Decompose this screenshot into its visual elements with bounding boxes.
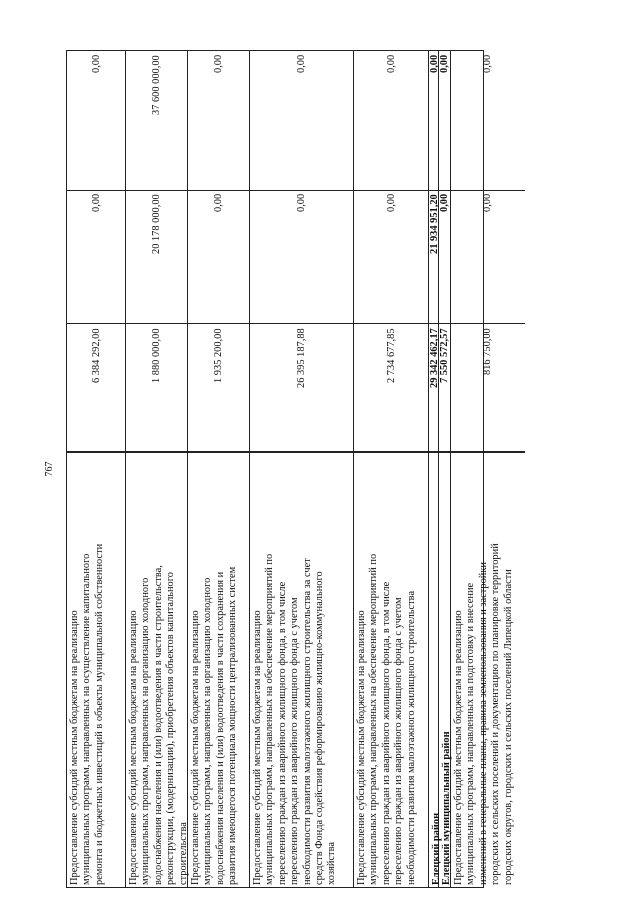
row-description — [190, 567, 240, 885]
row-description — [128, 565, 190, 885]
value-cell-v3 — [429, 51, 438, 191]
value-cell-v3 — [188, 51, 249, 191]
value-v2: 0,00 — [213, 194, 224, 213]
description-line: средств Фонда содействия реформированию жилищно-коммунального — [314, 571, 326, 885]
value-v2: 20 178 000,00 — [151, 194, 162, 254]
page-number: 767 — [44, 461, 55, 477]
description-line: Предоставление субсидий местным бюджетам на реализацию — [252, 610, 263, 885]
value-v1: 816 750,00 — [482, 328, 493, 375]
row-description — [252, 554, 339, 885]
description-line: переселению граждан из аварийного жилищного фонда с учетом — [393, 597, 405, 885]
value-v3: 0,00 — [429, 55, 440, 74]
row-description — [69, 544, 106, 885]
value-v2: 0,00 — [482, 194, 493, 213]
value-v1: 26 395 187,88 — [296, 328, 307, 388]
description-line: Предоставление субсидий местным бюджетам на реализацию — [453, 610, 464, 885]
description-line: городских округов, городских и сельских поселений Липецкой области — [502, 569, 514, 885]
value-v1: 6 384 292,00 — [91, 328, 102, 383]
value-cell-v2 — [250, 190, 353, 324]
description-line: реконструкции, (модернизации), приобретения объектов капитального — [165, 572, 177, 885]
value-v1: 29 342 462,17 — [429, 328, 440, 388]
value-v2: 21 934 951,20 — [429, 194, 440, 254]
description-line: водоснабжения населения и (или) водоотведения в части строительства, — [152, 565, 164, 885]
table-row — [250, 51, 354, 887]
value-cell-v3 — [126, 51, 187, 191]
value-v1: 7 550 572,57 — [439, 328, 450, 383]
description-line: водоснабжения населения и (или) водоотведения в части сохранения и — [214, 571, 226, 885]
value-cell-v1 — [126, 324, 187, 452]
description-line: Предоставление субсидий местным бюджетам на реализацию — [356, 610, 367, 885]
description-line: необходимости развития малоэтажного жилищного строительства — [405, 590, 417, 885]
value-v3: 0,00 — [91, 55, 102, 74]
value-v3: 37 600 000,00 — [151, 55, 162, 115]
row-description-cell — [126, 452, 187, 887]
value-v2: 0,00 — [386, 194, 397, 213]
value-cell-v2 — [451, 190, 525, 324]
description-line: переселению граждан из аварийного жилищного фонда, в том числе — [276, 581, 288, 885]
value-cell-v3 — [439, 51, 450, 191]
description-line: Предоставление субсидий местным бюджетам на реализацию — [190, 610, 201, 885]
value-cell-v1 — [439, 324, 450, 452]
value-cell-v2 — [439, 190, 450, 324]
value-v2: 0,00 — [296, 194, 307, 213]
description-line: муниципальных программ, направленных на обеспечение мероприятий по — [368, 553, 380, 885]
description-line: муниципальных программ, направленных на обеспечение мероприятий по — [264, 553, 276, 885]
budget-table — [66, 50, 514, 888]
table-row — [188, 51, 250, 887]
row-description — [453, 543, 515, 885]
description-line: необходимости развития малоэтажного жилищного строительства за счет — [301, 558, 313, 885]
value-cell-v3 — [354, 51, 428, 191]
description-line: переселению граждан из аварийного жилищного фонда, в том числе — [380, 581, 392, 885]
table-row — [429, 51, 442, 887]
value-v3: 0,00 — [482, 55, 493, 74]
value-cell-v2 — [429, 190, 438, 324]
value-v1: 1 935 200,00 — [213, 328, 224, 383]
row-description-cell — [188, 452, 249, 887]
description-line: муниципальных программ, направленных на организацию холодного — [140, 577, 152, 885]
value-cell-v1 — [250, 324, 353, 452]
value-cell-v2 — [188, 190, 249, 324]
row-description-cell — [250, 452, 353, 887]
value-cell-v1 — [429, 324, 438, 452]
description-line: Предоставление субсидий местным бюджетам на реализацию — [69, 610, 80, 885]
value-v1: 1 880 000,00 — [151, 328, 162, 383]
row-description — [356, 554, 418, 885]
description-line: муниципальных программ, направленных на организацию холодного — [202, 577, 214, 885]
value-cell-v1 — [67, 324, 125, 452]
value-cell-v2 — [126, 190, 187, 324]
description-line: муниципальных программ, направленных на осуществление капитального — [81, 553, 93, 885]
value-cell-v1 — [451, 324, 525, 452]
description-line: муниципальных программ, направленных на подготовку и внесение — [465, 582, 477, 885]
value-cell-v3 — [67, 51, 125, 191]
value-cell-v1 — [188, 324, 249, 452]
row-description-cell — [451, 452, 525, 887]
description-line: развития имеющегося потенциала мощности централизованных систем — [227, 566, 239, 885]
value-cell-v1 — [354, 324, 428, 452]
table-row — [126, 51, 188, 887]
row-description-cell — [354, 452, 428, 887]
value-cell-v2 — [67, 190, 125, 324]
value-v3: 0,00 — [439, 55, 450, 74]
row-description-cell — [429, 452, 442, 887]
description-line: хозяйства — [326, 842, 338, 885]
row-description-cell — [67, 452, 125, 887]
description-line: ремонта и бюджетных инвестиций в объекты муниципальной собственности — [93, 543, 105, 885]
table-row — [439, 51, 451, 887]
description-line: изменений в генеральные планы, правила землепользования и застройки — [477, 562, 489, 885]
table-row — [354, 51, 429, 887]
value-cell-v3 — [250, 51, 353, 191]
value-v2: 0,00 — [439, 194, 450, 213]
table-row — [67, 51, 126, 887]
value-v3: 0,00 — [296, 55, 307, 74]
description-line: переселению граждан из аварийного жилищного фонда с учетом — [289, 597, 301, 885]
description-line: городских и сельских поселений и документацию по планировке территорий — [490, 543, 502, 885]
description-line: строительства — [177, 822, 189, 885]
value-v2: 0,00 — [91, 194, 102, 213]
description-line: Елецкий район — [431, 812, 442, 885]
value-v3: 0,00 — [213, 55, 224, 74]
value-cell-v2 — [354, 190, 428, 324]
value-cell-v3 — [451, 51, 525, 191]
row-description-cell — [439, 452, 450, 887]
table-row — [451, 51, 525, 887]
value-v1: 2 734 677,85 — [386, 328, 397, 383]
description-line: Елецкий муниципальный район — [441, 731, 452, 885]
description-line: Предоставление субсидий местным бюджетам на реализацию — [128, 610, 139, 885]
value-v3: 0,00 — [386, 55, 397, 74]
